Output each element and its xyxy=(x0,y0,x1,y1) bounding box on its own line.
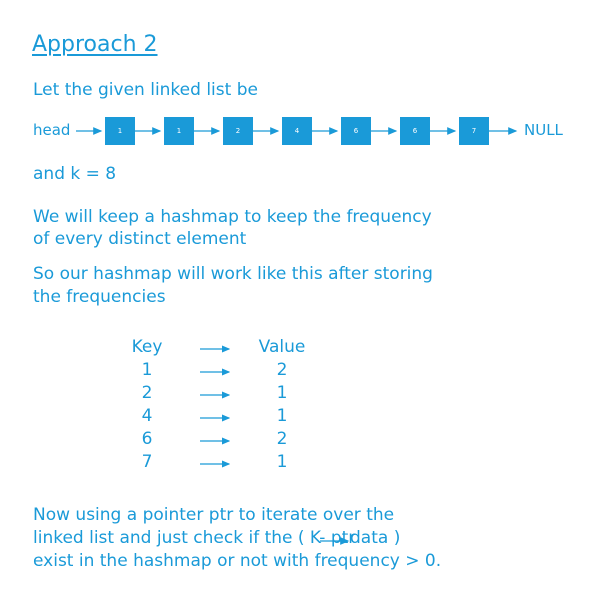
list-node-7: 7 xyxy=(459,117,489,145)
table-value-4: 2 xyxy=(276,429,288,449)
list-node-4: 4 xyxy=(282,117,312,145)
list-node-5: 6 xyxy=(341,117,371,145)
hashmap-desc-line2: of every distinct element xyxy=(33,229,247,249)
list-node-3: 2 xyxy=(223,117,253,145)
list-node-1: 1 xyxy=(105,117,135,145)
table-key-5: 7 xyxy=(141,452,153,472)
conclusion-line1: Now using a pointer ptr to iterate over the xyxy=(33,505,395,525)
storing-desc-line2: the frequencies xyxy=(33,287,166,307)
table-key-2: 2 xyxy=(141,383,153,403)
table-value-header: Value xyxy=(258,337,306,357)
conclusion-line2-part2: data ) xyxy=(350,528,401,548)
conclusion-line2-part1: linked list and just check if the ( K- ptr xyxy=(33,528,356,548)
null-label: NULL xyxy=(524,121,563,139)
storing-desc-line1: So our hashmap will work like this after storing xyxy=(33,264,433,284)
table-value-2: 1 xyxy=(276,383,288,403)
k-value-text: and k = 8 xyxy=(33,164,117,184)
table-key-1: 1 xyxy=(141,360,153,380)
list-node-2: 1 xyxy=(164,117,194,145)
table-value-1: 2 xyxy=(276,360,288,380)
list-node-6: 6 xyxy=(400,117,430,145)
table-key-4: 6 xyxy=(141,429,153,449)
page-title: Approach 2 xyxy=(32,32,158,57)
table-key-header: Key xyxy=(131,337,163,357)
table-value-3: 1 xyxy=(276,406,288,426)
conclusion-line3: exist in the hashmap or not with frequency > 0. xyxy=(33,551,442,571)
head-label: head xyxy=(33,121,71,139)
table-value-5: 1 xyxy=(276,452,288,472)
intro-text: Let the given linked list be xyxy=(33,80,258,100)
hashmap-desc-line1: We will keep a hashmap to keep the frequency xyxy=(33,207,432,227)
table-key-3: 4 xyxy=(141,406,153,426)
